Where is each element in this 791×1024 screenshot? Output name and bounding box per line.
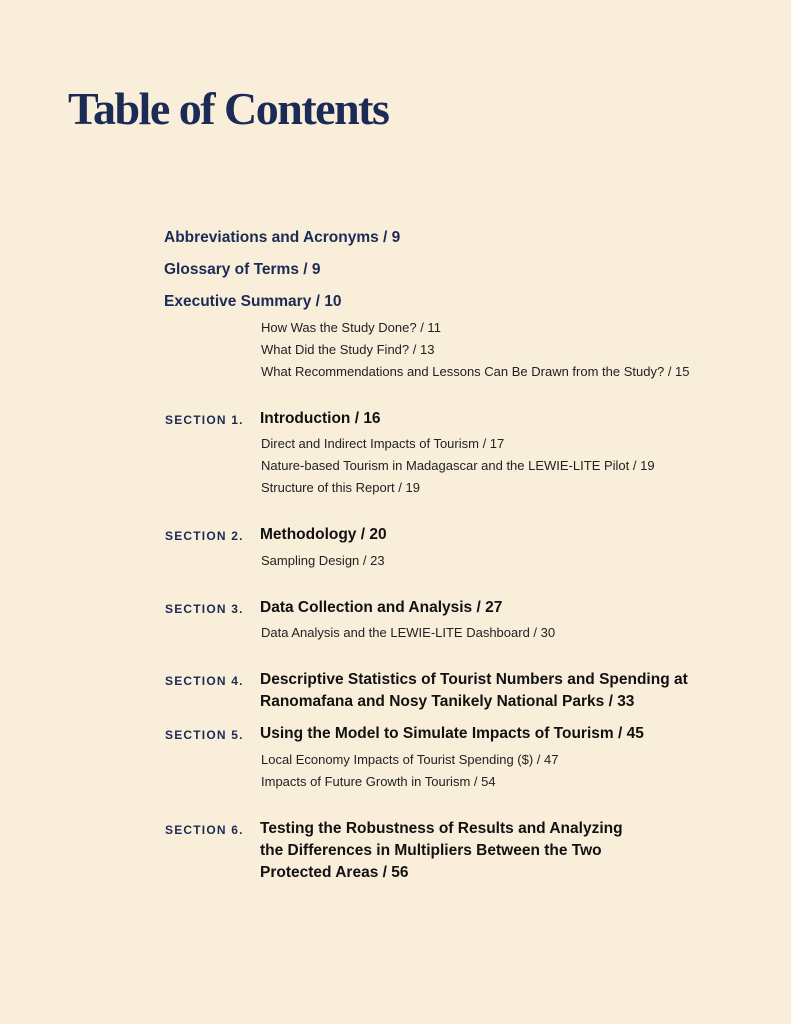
toc-subentry[interactable]: Direct and Indirect Impacts of Tourism / 17 (261, 436, 505, 451)
page-title: Table of Contents (68, 83, 389, 134)
section-title-robustness[interactable] (260, 818, 623, 884)
toc-subentry[interactable]: Structure of this Report / 19 (261, 480, 420, 495)
section-title-line: the Differences in Multipliers Between the Two (260, 842, 602, 859)
section-label: SECTION 3. (165, 602, 244, 616)
toc-subentry[interactable]: Data Analysis and the LEWIE-LITE Dashboard / 30 (261, 625, 556, 640)
toc-entry-glossary[interactable]: Glossary of Terms / 9 (164, 261, 321, 278)
section-label: SECTION 1. (165, 413, 244, 427)
toc-subentry[interactable]: Impacts of Future Growth in Tourism / 54 (261, 774, 496, 789)
toc-subentry[interactable]: How Was the Study Done? / 11 (261, 320, 441, 335)
section-title-line: Descriptive Statistics of Tourist Numbers and Spending at (260, 671, 688, 688)
section-label: SECTION 2. (165, 529, 244, 543)
toc-subentry[interactable]: What Did the Study Find? / 13 (261, 342, 435, 357)
toc-subentry[interactable]: Nature-based Tourism in Madagascar and the LEWIE-LITE Pilot / 19 (261, 458, 655, 473)
toc-entry-abbreviations[interactable]: Abbreviations and Acronyms / 9 (164, 229, 401, 246)
toc-subentry[interactable]: What Recommendations and Lessons Can Be Drawn from the Study? / 15 (261, 364, 690, 379)
section-title-line: Protected Areas / 56 (260, 864, 409, 881)
section-title-line: Testing the Robustness of Results and Analyzing (260, 820, 623, 837)
section-title-line: Ranomafana and Nosy Tanikely National Parks / 33 (260, 693, 635, 710)
section-title-data-collection[interactable]: Data Collection and Analysis / 27 (260, 599, 503, 616)
toc-entry-executive-summary[interactable]: Executive Summary / 10 (164, 293, 342, 310)
section-label: SECTION 6. (165, 823, 244, 837)
toc-subentry[interactable]: Local Economy Impacts of Tourist Spending ($) / 47 (261, 752, 559, 767)
section-title-simulate-impacts[interactable]: Using the Model to Simulate Impacts of Tourism / 45 (260, 725, 644, 742)
section-label: SECTION 4. (165, 674, 244, 688)
section-title-introduction[interactable]: Introduction / 16 (260, 410, 381, 427)
toc-subentry[interactable]: Sampling Design / 23 (261, 553, 385, 568)
section-title-methodology[interactable]: Methodology / 20 (260, 526, 387, 543)
section-title-descriptive-statistics[interactable] (260, 669, 688, 713)
section-label: SECTION 5. (165, 728, 244, 742)
